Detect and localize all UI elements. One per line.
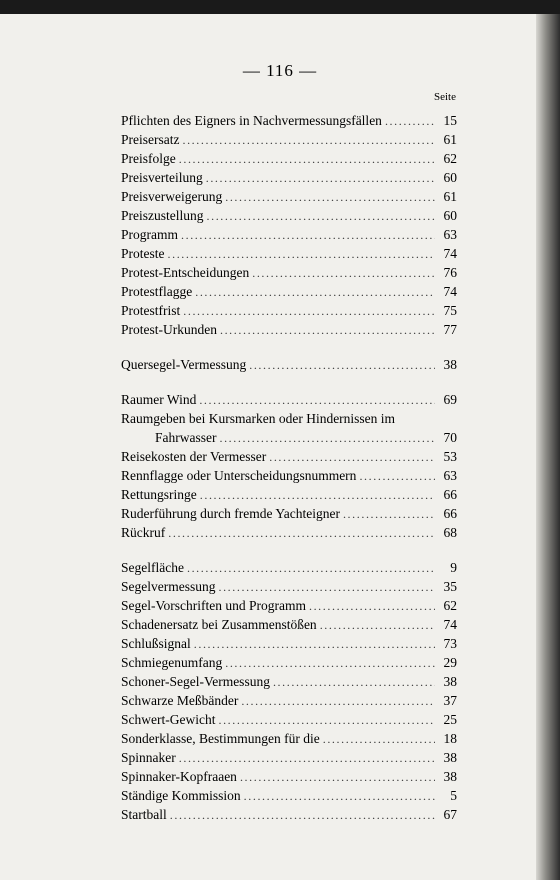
dot-leader [200,486,435,505]
index-term: Ständige Kommission [121,788,241,803]
index-page-number: 53 [443,449,457,464]
index-page-number: 38 [443,674,457,689]
index-page-number: 77 [443,322,457,337]
index-page-number: 62 [443,151,457,166]
index-term: Proteste [121,246,165,261]
dot-leader [359,467,435,486]
index-entry [121,558,457,577]
dot-leader [183,302,435,321]
index-entry [121,130,457,149]
page-edge-shadow [536,14,560,880]
index-entry [121,409,457,428]
index-term: Protestfrist [121,303,181,318]
page-number: — 116 — [242,61,318,80]
index-term: Spinnaker [121,750,176,765]
index-entry [121,320,457,339]
index-entry [121,225,457,244]
index-entry [121,149,457,168]
index-entry [121,390,457,409]
dot-leader [309,597,435,616]
index-entry [121,244,457,263]
index-page-number: 38 [443,769,457,784]
dot-leader [207,207,436,226]
index-page-number: 60 [443,170,457,185]
index-page-number: 76 [443,265,457,280]
index-entry [121,786,457,805]
index-term: Preisverteilung [121,170,203,185]
index-term: Protest-Urkunden [121,322,217,337]
index-page-number: 9 [450,560,457,575]
index-term: Schadenersatz bei Zusammenstößen [121,617,317,632]
dot-leader [225,654,435,673]
index-entry [121,466,457,485]
index-entry [121,355,457,374]
index-list [121,111,457,824]
index-page-number: 35 [443,579,457,594]
dot-leader [252,264,435,283]
index-term: Rettungsringe [121,487,197,502]
index-page-number: 74 [443,284,457,299]
index-term: Quersegel-Vermessung [121,357,247,372]
index-page-number: 63 [443,227,457,242]
index-term: Schoner-Segel-Vermessung [121,674,270,689]
index-term: Preisfolge [121,151,176,166]
index-term: Rennflagge oder Unterscheidungsnummern [121,468,357,483]
dot-leader [323,730,435,749]
index-term: Preisersatz [121,132,180,147]
index-term: Protest-Entscheidungen [121,265,250,280]
dot-leader [219,429,435,448]
index-term: Programm [121,227,178,242]
index-term: Segelfläche [121,560,184,575]
index-page-number: 25 [443,712,457,727]
index-term: Raumer Wind [121,392,197,407]
dot-leader [195,283,435,302]
dot-leader [218,711,435,730]
dot-leader [179,749,435,768]
index-entry [121,767,457,786]
index-page-number: 67 [443,807,457,822]
group-separator [121,542,457,558]
dot-leader [218,578,435,597]
index-entry [121,187,457,206]
index-page-number: 15 [443,113,457,128]
index-page-number: 63 [443,468,457,483]
index-page-number: 70 [443,430,457,445]
index-entry [121,653,457,672]
index-term: Startball [121,807,167,822]
index-page-number: 38 [443,750,457,765]
index-entry [121,168,457,187]
index-page-number: 66 [443,506,457,521]
index-term: Pflichten des Eigners in Nachvermessungsfällen [121,113,382,128]
dot-leader [225,188,435,207]
index-entry [121,596,457,615]
index-term: Preiszustellung [121,208,204,223]
index-term: Schwert-Gewicht [121,712,216,727]
dot-leader [170,806,435,825]
dot-leader [385,112,435,131]
index-entry [121,447,457,466]
index-term: Reisekosten der Vermesser [121,449,267,464]
index-entry [121,710,457,729]
index-page-number: 74 [443,617,457,632]
index-entry [121,748,457,767]
index-entry [121,577,457,596]
dot-leader [168,245,436,264]
group-separator [121,339,457,355]
group-separator [121,374,457,390]
index-entry [121,504,457,523]
dot-leader [199,391,435,410]
index-page-number: 61 [443,132,457,147]
index-term: Segel-Vorschriften und Programm [121,598,306,613]
index-page-number: 29 [443,655,457,670]
dot-leader [269,448,435,467]
index-term: Rückruf [121,525,166,540]
dot-leader [249,356,435,375]
index-term: Sonderklasse, Bestimmungen für die [121,731,320,746]
index-entry [121,263,457,282]
index-term: Ruderführung durch fremde Yachteigner [121,506,340,521]
dot-leader [273,673,435,692]
index-entry [121,485,457,504]
index-term-continuation: Fahrwasser [155,430,217,445]
index-term: Schlußsignal [121,636,191,651]
index-entry [121,634,457,653]
index-page-number: 69 [443,392,457,407]
dot-leader [179,150,435,169]
index-term: Spinnaker-Kopfraaen [121,769,237,784]
index-page-number: 38 [443,357,457,372]
index-page-number: 37 [443,693,457,708]
index-entry [121,206,457,225]
index-term: Protestflagge [121,284,193,299]
index-term: Preisverweigerung [121,189,223,204]
index-term: Segelvermessung [121,579,216,594]
index-entry [121,729,457,748]
dot-leader [220,321,435,340]
page-column-label: Seite [434,91,456,103]
index-entry [121,301,457,320]
index-entry [121,282,457,301]
dot-leader [181,226,435,245]
index-term: Schwarze Meßbänder [121,693,239,708]
index-term: Schmiegenumfang [121,655,223,670]
index-entry-continuation [121,428,457,447]
dot-leader [182,131,435,150]
index-page-number: 66 [443,487,457,502]
index-term: Raumgeben bei Kursmarken oder Hindernissen im [121,411,396,426]
dot-leader [194,635,435,654]
dot-leader [240,768,435,787]
index-entry [121,691,457,710]
index-page-number: 75 [443,303,457,318]
dot-leader [343,505,435,524]
index-entry [121,111,457,130]
index-page-number: 60 [443,208,457,223]
index-page-number: 5 [450,788,457,803]
dot-leader [241,692,435,711]
index-page-number: 73 [443,636,457,651]
index-page-number: 61 [443,189,457,204]
dot-leader [320,616,435,635]
dot-leader [244,787,435,806]
index-entry [121,672,457,691]
index-page-number: 18 [443,731,457,746]
dot-leader [168,524,435,543]
index-entry [121,805,457,824]
index-page-number: 62 [443,598,457,613]
dot-leader [206,169,435,188]
dot-leader [187,559,435,578]
index-entry [121,615,457,634]
index-page-number: 74 [443,246,457,261]
index-entry [121,523,457,542]
index-page-number: 68 [443,525,457,540]
